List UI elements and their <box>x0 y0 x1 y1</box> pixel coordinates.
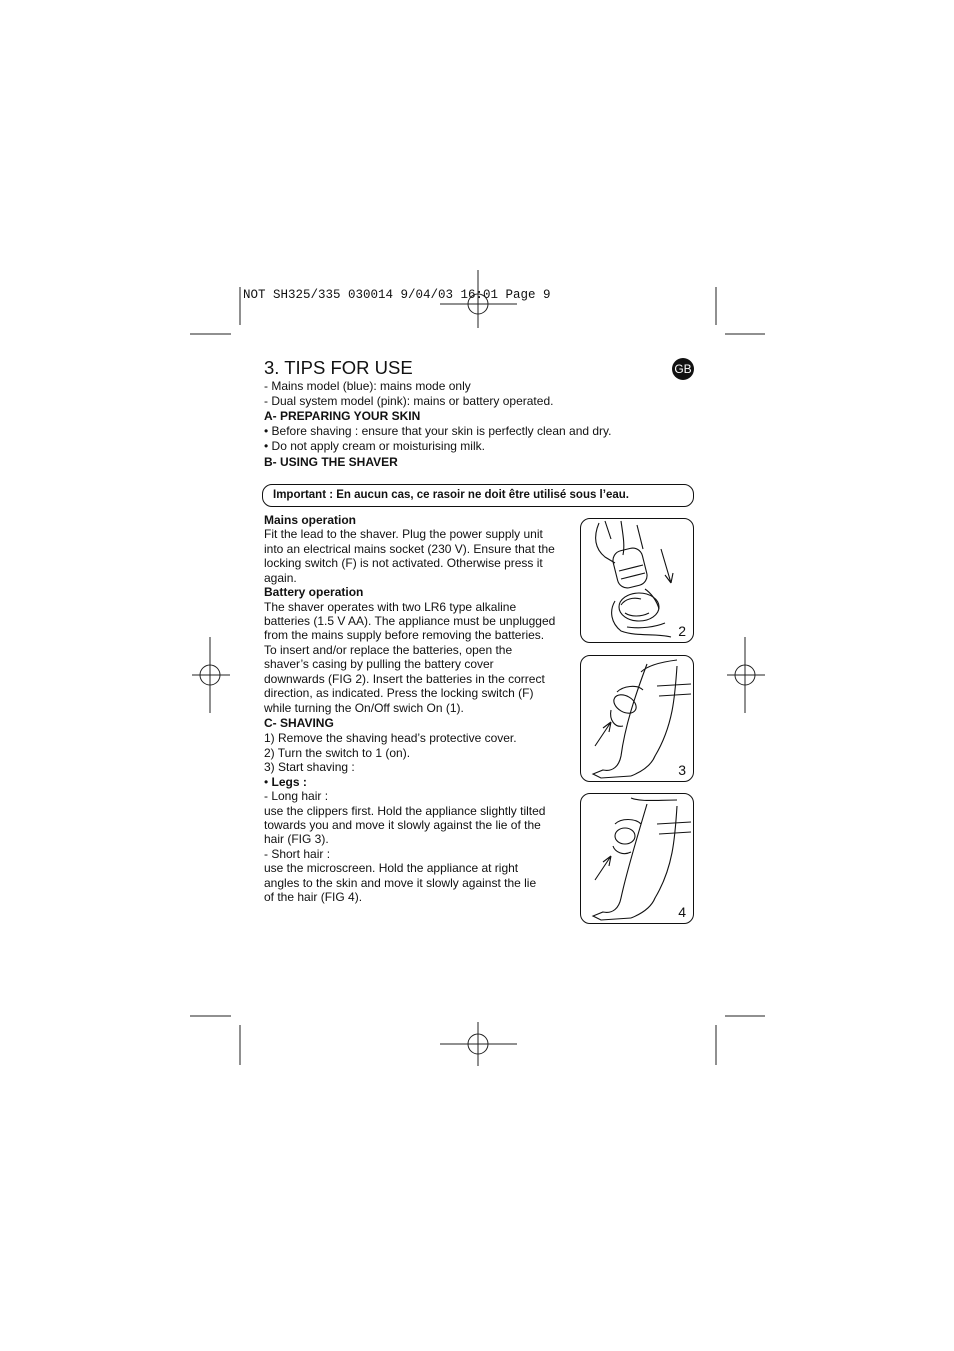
section-b-heading: B- USING THE SHAVER <box>264 455 398 469</box>
shaving-line: - Long hair : <box>264 789 329 803</box>
battery-line: from the mains supply before removing the batteries. <box>264 628 545 642</box>
shaving-line: use the clippers first. Hold the appliance slightly tilted <box>264 804 546 818</box>
section-a-item: • Do not apply cream or moisturising milk. <box>264 439 485 453</box>
shaving-line: use the microscreen. Hold the appliance at right <box>264 861 519 875</box>
print-header: NOT SH325/335 030014 9/04/03 16:01 Page 9 <box>243 288 551 302</box>
figure-2 <box>580 518 694 643</box>
battery-line: downwards (FIG 2). Insert the batteries in the correct <box>264 672 545 686</box>
battery-line: direction, as indicated. Press the locking switch (F) <box>264 686 534 700</box>
shaving-step: 1) Remove the shaving head’s protective cover. <box>264 731 517 745</box>
battery-line: The shaver operates with two LR6 type alkaline <box>264 600 517 614</box>
section-a-heading: A- PREPARING YOUR SKIN <box>264 409 421 423</box>
shaving-step: 3) Start shaving : <box>264 760 355 774</box>
mains-heading: Mains operation <box>264 513 357 527</box>
mains-line: Fit the lead to the shaver. Plug the power supply unit <box>264 527 543 541</box>
language-badge: GB <box>672 358 694 380</box>
shaving-line: hair (FIG 3). <box>264 832 329 846</box>
shaving-line: of the hair (FIG 4). <box>264 890 363 904</box>
shaving-step: 2) Turn the switch to 1 (on). <box>264 746 411 760</box>
shaving-line: - Short hair : <box>264 847 331 861</box>
intro-line: - Mains model (blue): mains mode only <box>264 379 471 393</box>
important-notice: Important : En aucun cas, ce rasoir ne doit être utilisé sous l’eau. <box>262 484 694 507</box>
legs-heading <box>264 775 307 790</box>
page-title: 3. TIPS FOR USE <box>264 357 413 378</box>
mains-line: again. <box>264 571 297 585</box>
figure-3 <box>580 655 694 782</box>
figure-number: 2 <box>678 623 686 639</box>
section-a-item: • Before shaving : ensure that your skin is perfectly clean and dry. <box>264 424 612 438</box>
figure-number: 3 <box>678 762 686 778</box>
battery-line: batteries (1.5 V AA). The appliance must be unplugged <box>264 614 556 628</box>
intro-line: - Dual system model (pink): mains or battery operated. <box>264 394 554 408</box>
shaving-line: angles to the skin and move it slowly against the lie <box>264 876 537 890</box>
shaving-heading: C- SHAVING <box>264 716 334 730</box>
short-hair-shaving-illustration <box>581 794 693 923</box>
battery-line: To insert and/or replace the batteries, open the <box>264 643 513 657</box>
mains-line: locking switch (F) is not activated. Otherwise press it <box>264 556 543 570</box>
figure-4 <box>580 793 694 924</box>
battery-line: while turning the On/Off swich On (1). <box>264 701 464 715</box>
battery-heading: Battery operation <box>264 585 364 599</box>
battery-line: shaver’s casing by pulling the battery cover <box>264 657 494 671</box>
legs-bullet: • <box>264 775 272 789</box>
figure-number: 4 <box>678 904 686 920</box>
shaving-line: towards you and move it slowly against the lie of the <box>264 818 541 832</box>
long-hair-shaving-illustration <box>581 656 693 781</box>
battery-cover-illustration <box>581 519 693 642</box>
mains-line: into an electrical mains socket (230 V). Ensure that the <box>264 542 555 556</box>
legs-label: Legs : <box>271 775 307 789</box>
